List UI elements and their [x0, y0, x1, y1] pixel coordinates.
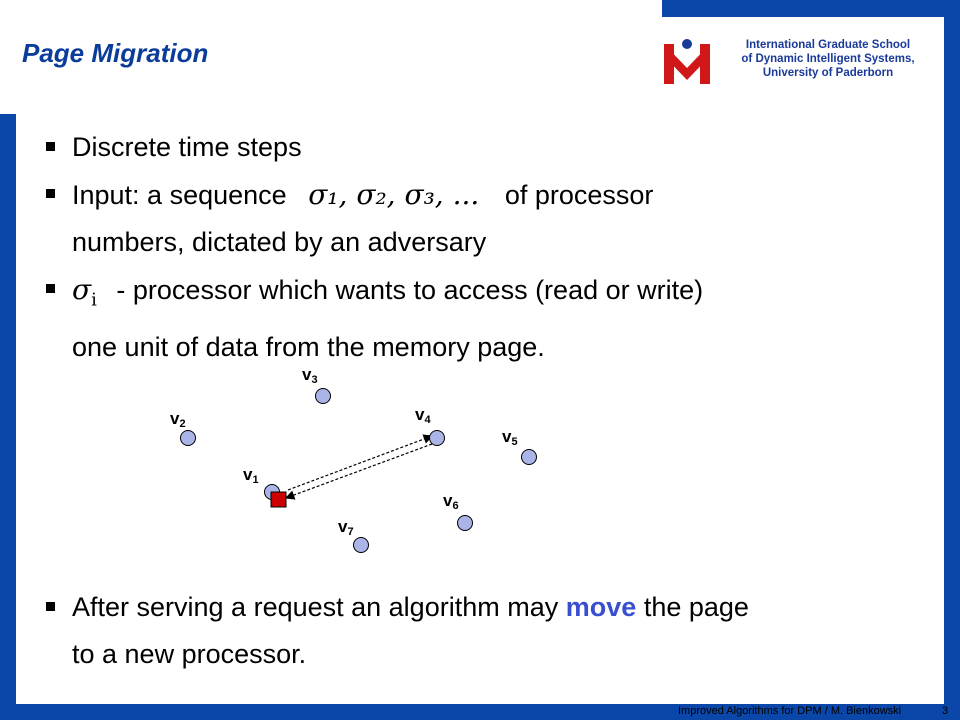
move-highlight: move — [565, 592, 637, 622]
sigma-symbol: σ — [72, 273, 92, 306]
node-label-v3 — [302, 365, 318, 386]
label-sub: 2 — [179, 418, 186, 430]
institution-name — [718, 38, 938, 80]
processor-node-v6 — [458, 516, 473, 531]
label-sub: 1 — [252, 474, 259, 486]
bullet-text: After serving a request an algorithm may — [72, 592, 559, 622]
university-logo-icon — [662, 38, 712, 86]
migration-arrow-back — [286, 444, 432, 498]
bullet-list-bottom — [42, 584, 922, 678]
bullet-text: numbers, dictated by an adversary — [72, 227, 487, 257]
label-sub: 3 — [311, 374, 318, 386]
bullet-item — [42, 171, 902, 266]
processor-node-v5 — [522, 450, 537, 465]
node-label-v4 — [415, 405, 431, 426]
bullet-text: Discrete time steps — [72, 132, 302, 162]
frame-top-bar — [662, 0, 960, 17]
memory-page-square — [271, 492, 286, 507]
label-v: v — [170, 409, 180, 428]
node-label-v2 — [170, 409, 186, 430]
slide-title: Page Migration — [22, 38, 209, 68]
bullet-list — [42, 124, 902, 371]
label-sub: 6 — [452, 500, 459, 512]
bullet-item — [42, 584, 922, 678]
bullet-text: - processor which wants to access (read or write) — [116, 275, 704, 305]
processor-diagram — [0, 350, 960, 590]
institution-line: University of Paderborn — [762, 67, 894, 79]
node-label-v5 — [502, 427, 518, 448]
node-label-v6 — [443, 491, 459, 512]
label-v: v — [502, 427, 512, 446]
processor-node-v3 — [316, 389, 331, 404]
footer-credit: Improved Algorithms for DPM / M. Bienkowski — [678, 705, 902, 717]
processor-node-v2 — [181, 431, 196, 446]
bullet-square-icon — [46, 142, 55, 151]
migration-arrow-forward — [288, 436, 432, 490]
node-label-v1 — [243, 465, 259, 486]
node-label-v7 — [338, 517, 354, 538]
label-v: v — [338, 517, 348, 536]
bullet-text: of processor — [504, 180, 654, 210]
bullet-square-icon — [46, 189, 55, 198]
label-v: v — [443, 491, 453, 510]
institution-line: of Dynamic Intelligent Systems, — [741, 53, 915, 65]
bullet-text: one unit of data from the memory page. — [72, 331, 545, 362]
bullet-item — [42, 124, 902, 171]
institution-line: International Graduate School — [745, 39, 911, 51]
sigma-subscript: i — [91, 289, 97, 311]
label-v: v — [243, 465, 253, 484]
label-v: v — [415, 405, 425, 424]
bullet-text: Input: a sequence — [72, 180, 287, 210]
label-v: v — [302, 365, 312, 384]
processor-node-v4 — [430, 431, 445, 446]
page-number: 3 — [942, 705, 949, 717]
bullet-text: to a new processor. — [72, 639, 307, 669]
processor-node-v7 — [354, 538, 369, 553]
sequence-math: σ₁, σ₂, σ₃, ... — [308, 178, 480, 211]
bullet-square-icon — [46, 284, 55, 293]
label-sub: 7 — [347, 526, 354, 538]
sigma-i-math — [72, 273, 97, 311]
label-sub: 5 — [511, 436, 518, 448]
bullet-text: the page — [643, 592, 749, 622]
label-sub: 4 — [424, 414, 431, 426]
bullet-square-icon — [46, 602, 55, 611]
